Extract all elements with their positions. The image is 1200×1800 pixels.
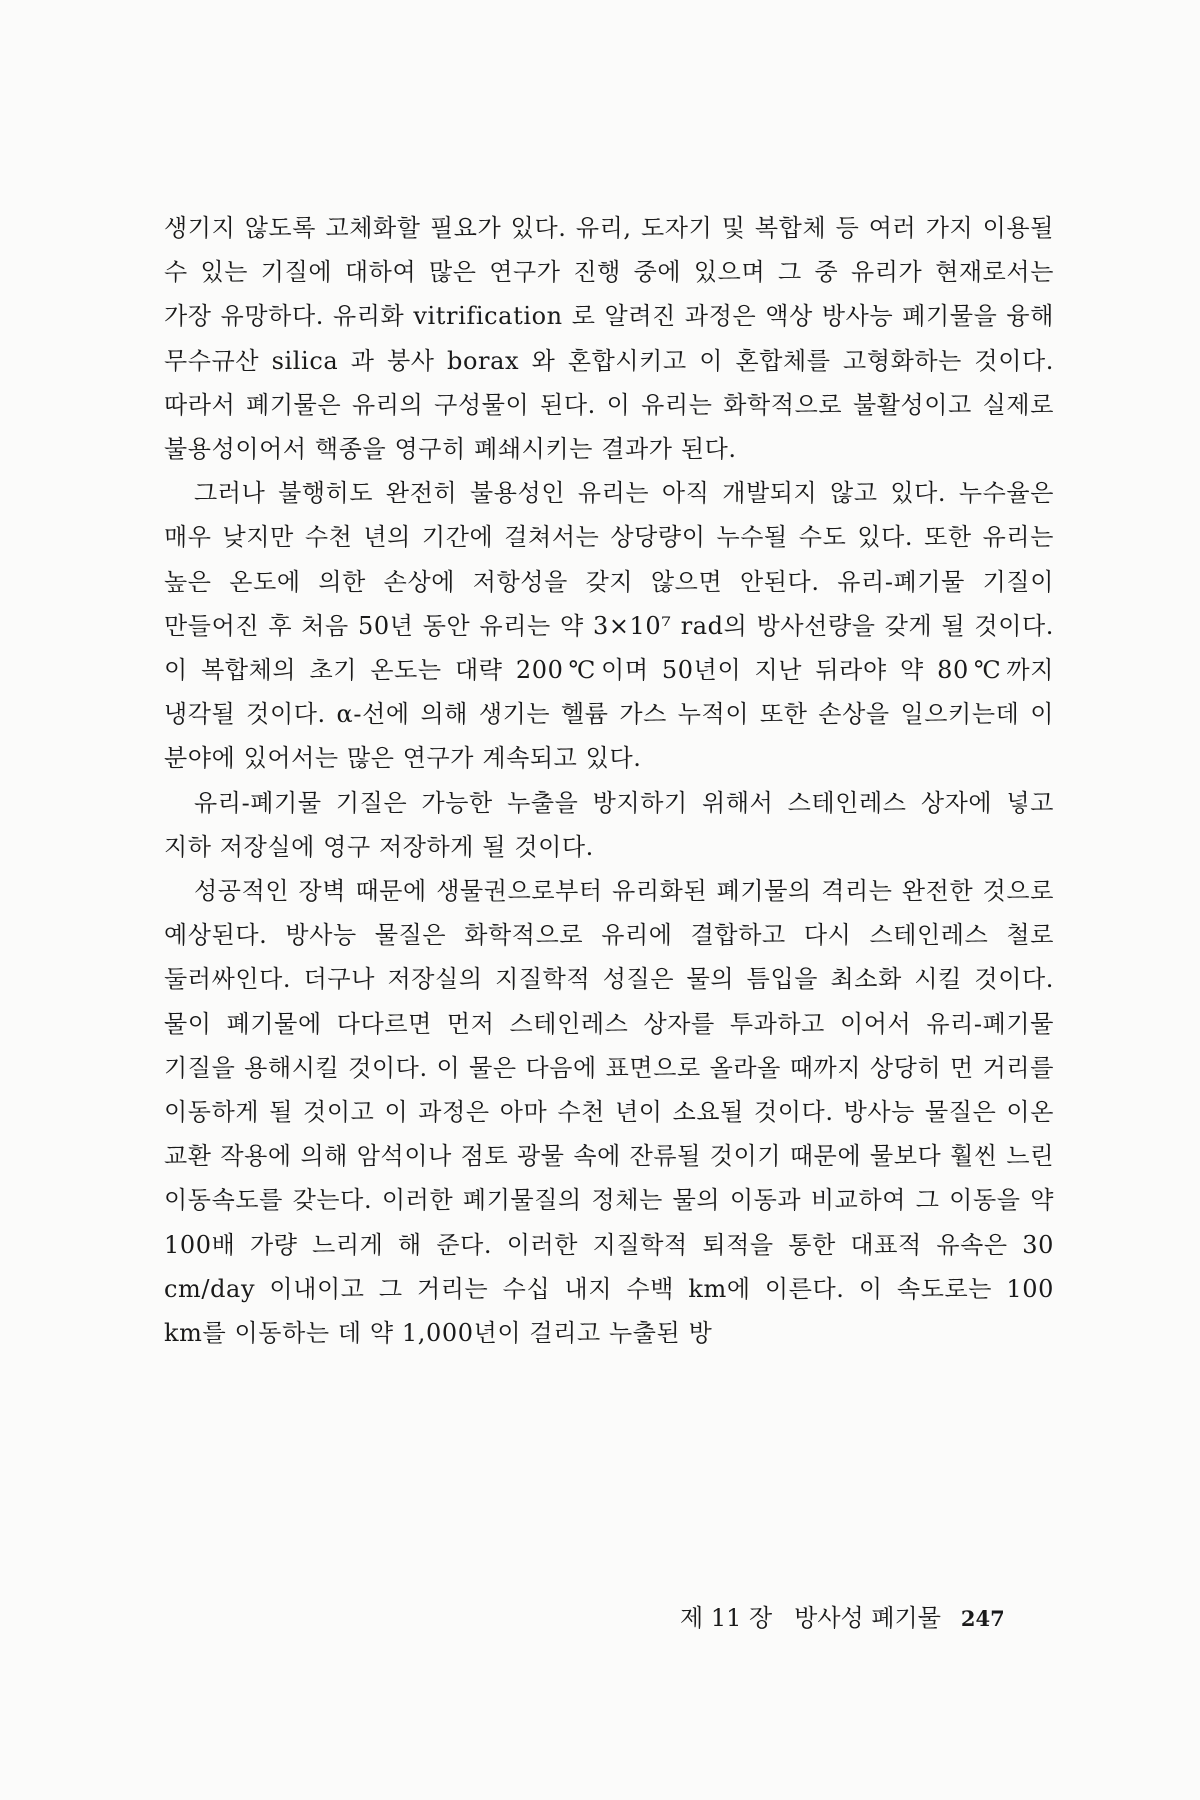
page-number: 247: [960, 1606, 1005, 1631]
paragraph-1: 생기지 않도록 고체화할 필요가 있다. 유리, 도자기 및 복합체 등 여러 가지 이용될 수 있는 기질에 대하여 많은 연구가 진행 중에 있으며 그 중 유리가 현재로서는 가장 유망하다. 유리화 vitrification 로 알려진 과정은 액상 방사능 폐기물을 융해 무수규산 silica 과 붕사 borax 와 혼합시키고 이 혼합체를 고형화하는 것이다. 따라서 폐기물은 유리의 구성물이 된다. 이 유리는 화학적으로 불활성이고 실제로 불용성이어서 핵종을 영구히 폐쇄시키는 결과가 된다.: [164, 214, 1054, 464]
paragraph-3: 유리-폐기물 기질은 가능한 누출을 방지하기 위해서 스테인레스 상자에 넣고 지하 저장실에 영구 저장하게 될 것이다.: [164, 788, 1054, 861]
page-footer: [680, 1603, 1040, 1634]
chapter-label: 제 11 장: [680, 1604, 773, 1632]
paragraph-2: 그러나 불행히도 완전히 불용성인 유리는 아직 개발되지 않고 있다. 누수율은 매우 낮지만 수천 년의 기간에 걸쳐서는 상당량이 누수될 수도 있다. 또한 유리는 높은 온도에 의한 손상에 저항성을 갖지 않으면 안된다. 유리-폐기물 기질이 만들어진 후 처음 50년 동안 유리는 약 3×10⁷ rad의 방사선량을 갖게 될 것이다. 이 복합체의 초기 온도는 대략 200℃이며 50년이 지난 뒤라야 약 80℃까지 냉각될 것이다. α-선에 의해 생기는 헬륨 가스 누적이 또한 손상을 일으키는데 이 분야에 있어서는 많은 연구가 계속되고 있다.: [164, 479, 1054, 773]
body-text: [164, 206, 1054, 1355]
paragraph-4: 성공적인 장벽 때문에 생물권으로부터 유리화된 폐기물의 격리는 완전한 것으로 예상된다. 방사능 물질은 화학적으로 유리에 결합하고 다시 스테인레스 철로 둘러싸인다. 더구나 저장실의 지질학적 성질은 물의 틈입을 최소화 시킬 것이다. 물이 폐기물에 다다르면 먼저 스테인레스 상자를 투과하고 이어서 유리-폐기물 기질을 용해시킬 것이다. 이 물은 다음에 표면으로 올라올 때까지 상당히 먼 거리를 이동하게 될 것이고 이 과정은 아마 수천 년이 소요될 것이다. 방사능 물질은 이온 교환 작용에 의해 암석이나 점토 광물 속에 잔류될 것이기 때문에 물보다 훨씬 느린 이동속도를 갖는다. 이러한 폐기물질의 정체는 물의 이동과 비교하여 그 이동을 약 100배 가량 느리게 해 준다. 이러한 지질학적 퇴적을 통한 대표적 유속은 30 cm/day 이내이고 그 거리는 수십 내지 수백 km에 이른다. 이 속도로는 100 km를 이동하는 데 약 1,000년이 걸리고 누출된 방: [164, 877, 1054, 1348]
chapter-title: 방사성 폐기물: [794, 1604, 941, 1632]
